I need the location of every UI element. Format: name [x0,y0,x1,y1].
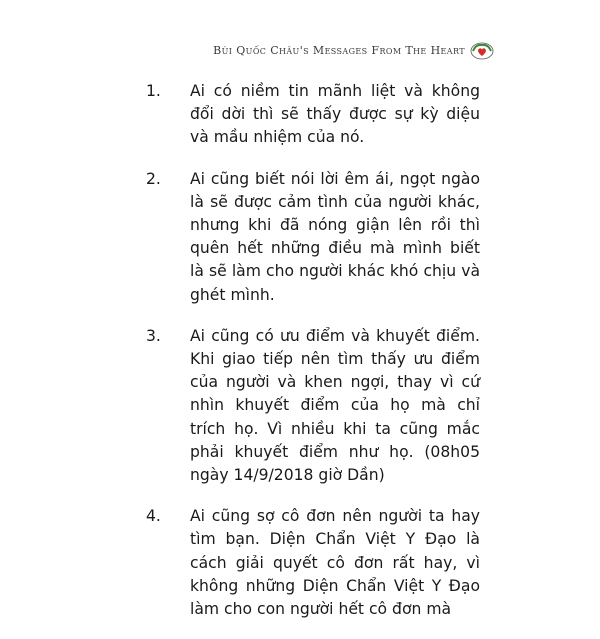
item-number: 2. [146,169,161,188]
item-number: 3. [146,326,161,345]
item-text: Ai có niềm tin mãnh liệt và không đổi dời thì sẽ thấy được sự kỳ diệu và mầu nhiệm của nó. [190,82,480,147]
list-item [140,80,480,150]
list-item [140,325,480,487]
heart-logo-icon [470,40,494,60]
item-number: 4. [146,507,161,526]
item-text: Ai cũng biết nói lời êm ái, ngọt ngào là sẽ được cảm tình của người khác, nhưng khi đã nóng giận lên rồi thì quên hết những điều mà mình biết là sẽ làm cho người khác khó chịu và ghét mình. [190,169,480,304]
item-number: 1. [146,82,161,100]
list-item [140,168,480,307]
item-text: Ai cũng sợ cô đơn nên người ta hay tìm bạn. Diện Chẩn Việt Y Đạo là cách giải quyết cô đơn rất hay, vì không những Diện Chẩn Việt Y Đạo làm cho con người hết cô đơn mà [190,507,480,619]
item-text: Ai cũng có ưu điểm và khuyết điểm. Khi giao tiếp nên tìm thấy ưu điểm của người và khen ngợi, thay vì cứ nhìn khuyết điểm của họ mà chỉ trích họ. Vì nhiều khi ta cũng mắc phải khuyết điểm như họ. (08h05 ngày 14/9/2018 giờ Dần) [190,326,480,485]
list-item [140,505,480,621]
numbered-list [140,80,480,639]
page-header-title: Bùi Quốc Châu's Messages From The Heart [213,44,465,57]
